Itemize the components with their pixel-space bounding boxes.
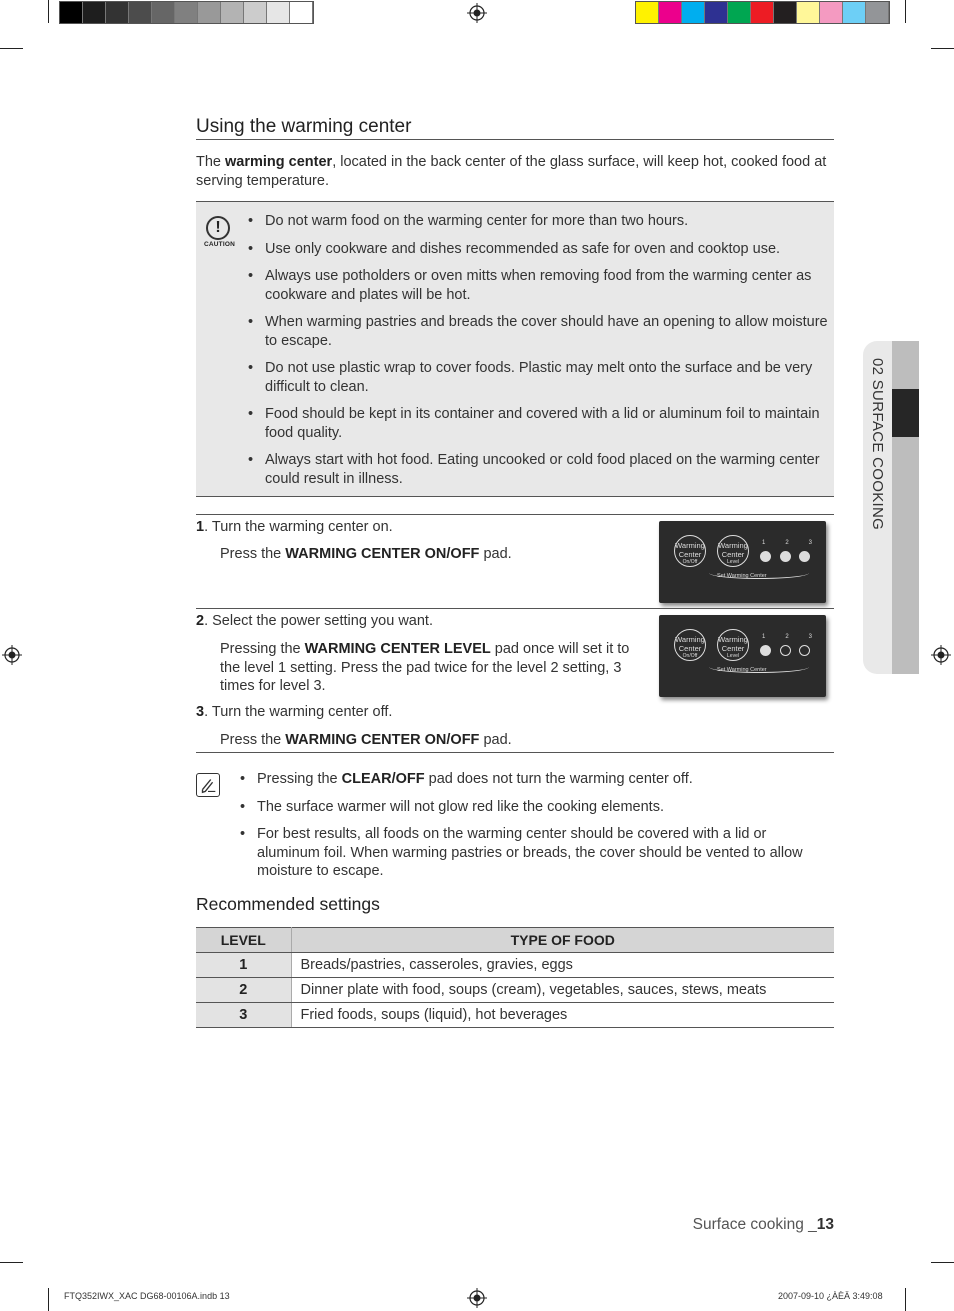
gray-swatch	[267, 2, 290, 23]
side-tab-marker	[892, 389, 919, 437]
food-cell: Fried foods, soups (liquid), hot beverages	[291, 1003, 834, 1028]
level-number: 3	[808, 634, 812, 640]
chapter-label: 02 SURFACE COOKING	[869, 358, 886, 531]
col-header-food: TYPE OF FOOD	[291, 928, 834, 953]
gray-swatch	[221, 2, 244, 23]
crop-mark	[48, 1288, 49, 1311]
level-cell: 3	[196, 1003, 291, 1028]
warming-center-level-pad: Warming Center Level	[717, 535, 749, 567]
color-calibration-bar	[635, 1, 890, 24]
gray-swatch	[244, 2, 267, 23]
intro-paragraph: The warming center, located in the back center of the glass surface, will keep hot, cooked food at serving temperature.	[196, 154, 827, 189]
level-number: 2	[785, 634, 789, 640]
caution-item: • Do not warm food on the warming center for more than two hours.	[248, 212, 828, 231]
caution-item: • Use only cookware and dishes recommended as safe for oven and cooktop use.	[248, 240, 828, 259]
gray-swatch	[175, 2, 198, 23]
crop-mark	[48, 0, 49, 23]
color-swatch	[682, 2, 705, 23]
color-swatch	[751, 2, 774, 23]
color-swatch	[820, 2, 843, 23]
gray-swatch	[152, 2, 175, 23]
crop-mark	[0, 48, 23, 49]
caution-list	[248, 212, 828, 497]
crop-mark	[931, 48, 954, 49]
indicator-lit	[780, 551, 791, 562]
gray-swatch	[129, 2, 152, 23]
registration-mark-icon	[467, 1288, 487, 1308]
table-row	[196, 978, 834, 1003]
control-panel-level-1	[659, 615, 826, 697]
step-divider	[196, 514, 834, 515]
indicator-lit	[760, 551, 771, 562]
step-2-detail: Pressing the WARMING CENTER LEVEL pad once will set it to the level 1 setting. Press the pad twice for the level 2 setting, 3 times for level 3.	[220, 641, 630, 694]
caution-item: • Always start with hot food. Eating uncooked or cold food placed on the warming center could result in illness.	[248, 451, 828, 488]
recommended-title: Recommended settings	[196, 894, 380, 914]
caution-item: • Do not use plastic wrap to cover foods. Plastic may melt onto the surface and be very difficult to clean.	[248, 359, 828, 396]
level-indicators	[760, 551, 810, 562]
col-header-level: LEVEL	[196, 928, 291, 953]
table-row	[196, 953, 834, 978]
caution-item: • Food should be kept in its container and covered with a lid or aluminum foil to maintain food quality.	[248, 405, 828, 442]
level-numbers	[762, 540, 812, 546]
caution-item: • When warming pastries and breads the cover should have an opening to allow moisture to escape.	[248, 313, 828, 350]
step-1: 1. Turn the warming center on.	[196, 519, 393, 535]
crop-mark	[0, 1262, 23, 1263]
caution-box	[196, 201, 834, 497]
step-1-detail: Press the WARMING CENTER ON/OFF pad.	[220, 546, 512, 562]
note-icon	[196, 773, 220, 797]
caution-item: • Always use potholders or oven mitts when removing food from the warming center as cookware and plates will be hot.	[248, 267, 828, 304]
level-indicators	[760, 645, 810, 656]
gray-calibration-bar	[59, 1, 314, 24]
step-3: 3. Turn the warming center off.	[196, 704, 393, 720]
step-divider	[196, 608, 834, 609]
level-number: 3	[808, 540, 812, 546]
warming-center-on-off-pad: Warming Center On/Off	[674, 535, 706, 567]
color-swatch	[797, 2, 820, 23]
color-swatch	[705, 2, 728, 23]
crop-mark	[905, 1288, 906, 1311]
level-number: 2	[785, 540, 789, 546]
color-swatch	[843, 2, 866, 23]
print-slug-date: 2007-09-10 ¿ÀÈÄ 3:49:08	[778, 1291, 883, 1301]
warming-center-on-off-pad: Warming Center On/Off	[674, 629, 706, 661]
notes-list	[240, 770, 830, 890]
food-cell: Breads/pastries, casseroles, gravies, eggs	[291, 953, 834, 978]
section-title: Using the warming center	[196, 116, 412, 137]
indicator-lit	[760, 645, 771, 656]
set-warming-center-label: Set Warming Center	[717, 667, 767, 673]
gray-swatch	[106, 2, 129, 23]
level-numbers	[762, 634, 812, 640]
registration-mark-icon	[931, 645, 951, 665]
level-cell: 2	[196, 978, 291, 1003]
step-2: 2. Select the power setting you want.	[196, 613, 433, 629]
level-number: 1	[762, 634, 766, 640]
recommended-settings-table	[196, 927, 834, 1028]
print-slug-file: FTQ352IWX_XAC DG68-00106A.indb 13	[64, 1291, 230, 1301]
caution-icon: ! CAUTION	[204, 216, 232, 248]
color-swatch	[774, 2, 797, 23]
crop-mark	[931, 1262, 954, 1263]
control-panel-all-levels	[659, 521, 826, 603]
warming-center-level-pad: Warming Center Level	[717, 629, 749, 661]
crop-mark	[905, 0, 906, 23]
registration-mark-icon	[2, 645, 22, 665]
step-3-detail: Press the WARMING CENTER ON/OFF pad.	[220, 732, 512, 748]
page-number: 13	[816, 1216, 834, 1233]
gray-swatch	[290, 2, 313, 23]
gray-swatch	[198, 2, 221, 23]
steps-end-rule	[196, 752, 834, 753]
color-swatch	[866, 2, 889, 23]
note-item: • The surface warmer will not glow red like the cooking elements.	[240, 798, 830, 817]
color-swatch	[659, 2, 682, 23]
color-swatch	[728, 2, 751, 23]
set-warming-center-label: Set Warming Center	[717, 573, 767, 579]
food-cell: Dinner plate with food, soups (cream), vegetables, sauces, stews, meats	[291, 978, 834, 1003]
indicator-lit	[799, 551, 810, 562]
gray-swatch	[60, 2, 83, 23]
table-row	[196, 1003, 834, 1028]
indicator-off	[799, 645, 810, 656]
note-item: • Pressing the CLEAR/OFF pad does not turn the warming center off.	[240, 770, 830, 789]
level-number: 1	[762, 540, 766, 546]
level-cell: 1	[196, 953, 291, 978]
registration-mark-icon	[467, 3, 487, 23]
gray-swatch	[83, 2, 106, 23]
color-swatch	[636, 2, 659, 23]
title-rule	[196, 139, 834, 140]
note-item: • For best results, all foods on the warming center should be covered with a lid or aluminum foil. When warming pastries or breads, the cover should be vented to allow moisture to escape.	[240, 825, 830, 881]
indicator-off	[780, 645, 791, 656]
page-footer: Surface cooking _13	[692, 1216, 834, 1233]
